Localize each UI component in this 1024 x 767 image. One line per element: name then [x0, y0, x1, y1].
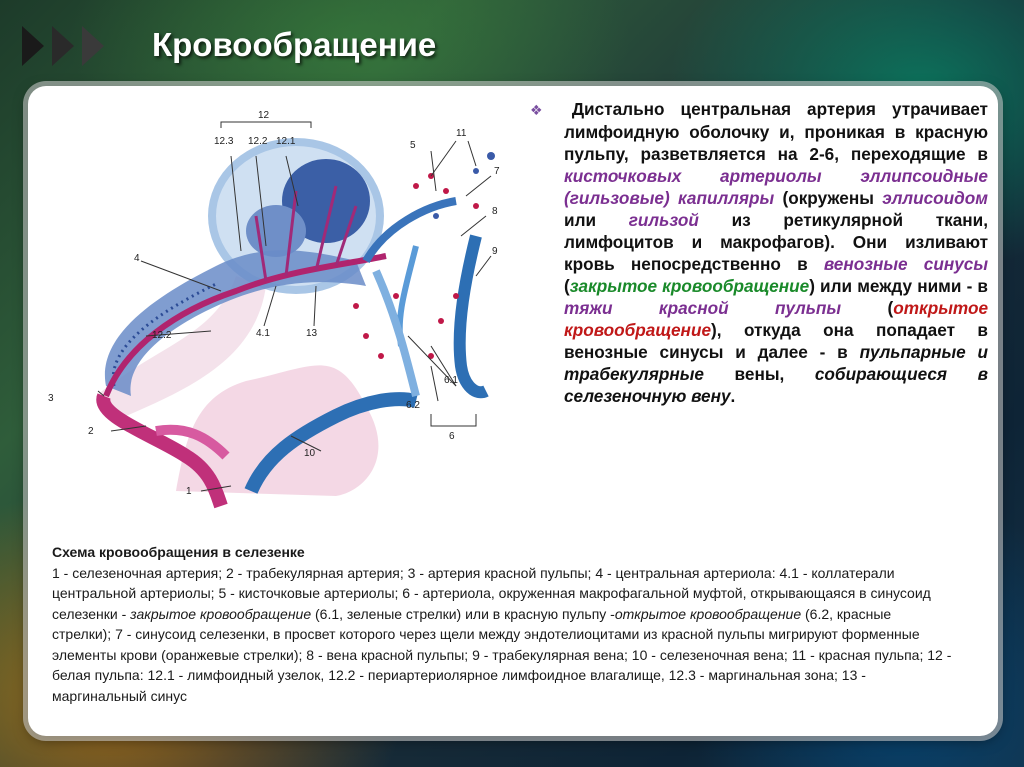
label-11: 11: [456, 128, 467, 139]
label-10: 10: [304, 448, 316, 459]
label-12-2: 12.2: [248, 136, 268, 147]
text-run: Дистально центральная артерия утрачивает лимфоидную оболочку и, проникая в красную пульпу, разветвляется на 2-6, переходящие в: [564, 99, 988, 164]
label-6: 6: [449, 431, 455, 442]
label-5: 5: [410, 140, 416, 151]
label-6-2: 6.2: [406, 400, 420, 411]
label-4-1: 4.1: [256, 328, 270, 339]
text-run: ), откуда она попадает в венозные синусы и далее - в: [564, 320, 988, 362]
title-arrows-icon: [22, 26, 112, 66]
caption-closed-circulation: закрытое кровообращение: [130, 605, 312, 622]
term-ellipsoid-capillaries: эллипсоидные (гильзовые) капилляры: [564, 166, 988, 208]
text-run: ) или между ними - в: [809, 276, 988, 296]
caption-title: Схема кровообращения в селезенке: [52, 544, 305, 560]
caption-run: (6.1, зеленые стрелки) или в красную пульпу -: [311, 605, 615, 622]
term-venous-sinuses: венозные синусы: [823, 254, 989, 274]
caption-body: [52, 563, 952, 707]
text-run: из ретикулярной ткани, лимфоцитов и макрофагов). Они изливают кровь непосредственно в: [564, 210, 988, 274]
term-brush-arterioles: кисточковых артериолы: [564, 166, 822, 186]
label-3: 3: [48, 393, 54, 404]
label-8: 8: [492, 206, 498, 217]
content-panel: [28, 86, 998, 736]
label-1: 1: [186, 486, 192, 497]
label-9: 9: [492, 246, 498, 257]
text-run: .: [730, 386, 736, 406]
term-ellipsoid: эллисоидом: [882, 188, 988, 208]
term-sleeve: гильзой: [628, 210, 699, 230]
label-12: 12: [258, 110, 270, 121]
caption-run: (6.2, красные стрелки); 7 - синусоид селезенки, в просвет которого через щели между эндотелиоцитами из красной пульпы мигрируют форменные элементы крови (оранжевые стрелки); 8 - вена красной пульпы; 9 - трабекулярная вена; 10 - селезеночная вена; 11 - красная пульпа; 12 - белая пульпа: 12.1 - лимфоидный узелок, 12.2 - периартериолярное лимфоидное влагалище, 12.3 - маргинальная зона; 13 - маргинальный синус: [52, 605, 952, 704]
term-pulp-trabecular: пульпарные и трабекулярные: [564, 342, 988, 384]
caption-open-circulation: открытое кровообращение: [614, 605, 802, 622]
text-run: (: [564, 276, 570, 296]
term-red-pulp-cords: тяжи красной пульпы: [564, 298, 842, 318]
text-run: [822, 166, 861, 186]
body-paragraph: [530, 98, 988, 407]
label-12-3: 12.3: [214, 136, 234, 147]
label-4: 4: [134, 253, 140, 264]
label-12-2-sheath: 12.2: [152, 330, 172, 341]
figure-caption: [52, 542, 952, 706]
diamond-bullet-icon: ❖: [530, 102, 554, 118]
term-open-circulation: открытое кровообращение: [564, 298, 989, 340]
spleen-circulation-diagram: [36, 96, 526, 516]
text-run: вены,: [703, 364, 815, 384]
text-run: (окружены: [774, 188, 883, 208]
text-run: или: [564, 210, 629, 230]
label-13: 13: [306, 328, 318, 339]
caption-run: 1 - селезеночная артерия; 2 - трабекулярная артерия; 3 - артерия красной пульпы; 4 - центральная артериола: 4.1 - коллатерали центральной артериолы; 5 - кисточковые артериолы; 6 - артериола, окруженная макрофагальной муфтой, открывающаяся в синусоид селезенки -: [52, 564, 931, 622]
label-7: 7: [494, 166, 500, 177]
slide-title: Кровообращение: [152, 26, 437, 63]
text-run: (: [841, 298, 894, 318]
label-12-1: 12.1: [276, 136, 296, 147]
label-2: 2: [88, 426, 94, 437]
label-6-1: 6.1: [444, 375, 458, 386]
term-collecting-splenic-vein: собирающиеся в селезеночную вену: [564, 364, 988, 406]
term-closed-circulation: закрытое кровообращение: [569, 276, 810, 296]
